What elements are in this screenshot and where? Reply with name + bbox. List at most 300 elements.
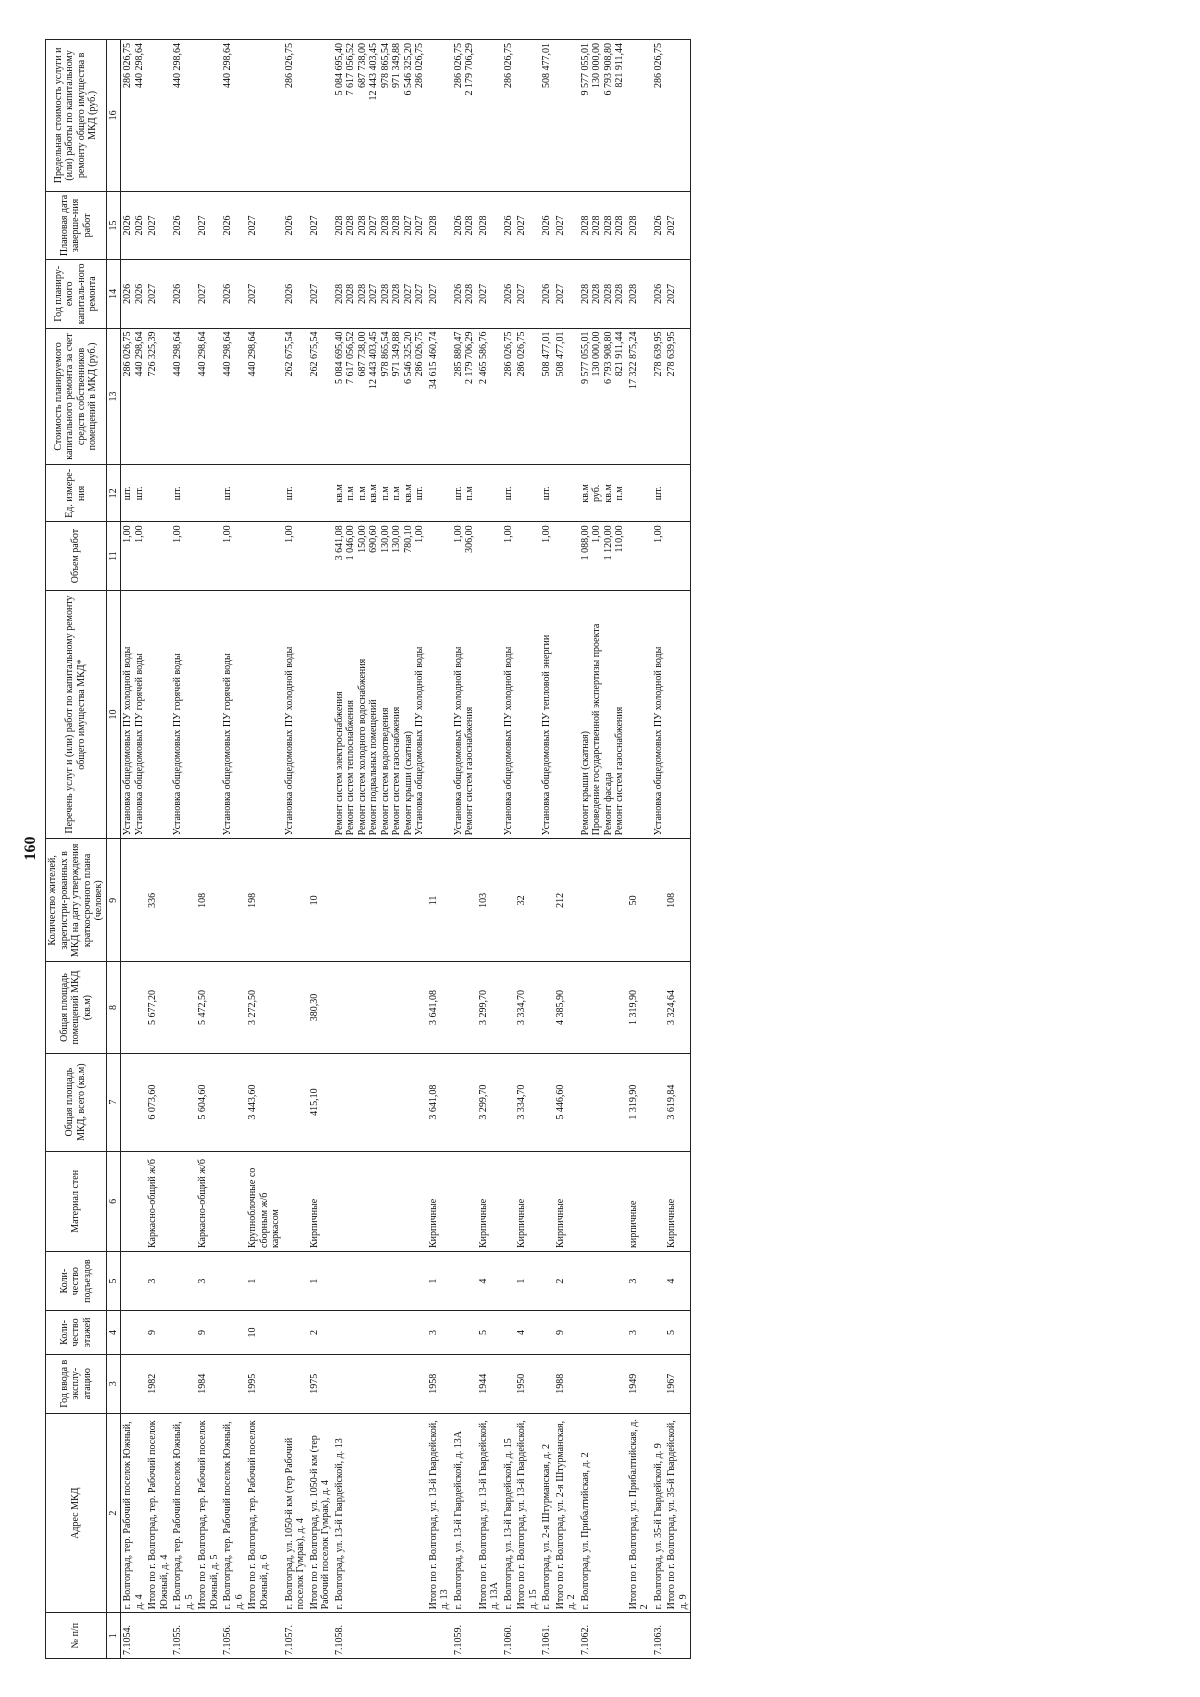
- floors-cell: [652, 1311, 666, 1354]
- volume-cell: [502, 522, 516, 590]
- year-cell: 1950: [515, 1354, 540, 1413]
- planned-date-cell: [477, 191, 502, 259]
- volume-cell-line: 1,00: [133, 525, 145, 543]
- limit-cost-cell: [121, 40, 147, 192]
- volume-cell: [221, 522, 246, 590]
- cost-cell-line: 6 793 908,80: [602, 331, 614, 385]
- planned-date-cell-line: 2027: [402, 215, 414, 236]
- unit-cell-line: шт.: [133, 486, 145, 501]
- volume-cell: [652, 522, 666, 590]
- floors-cell: 10: [246, 1311, 283, 1354]
- premises-area-cell: [652, 962, 666, 1053]
- limit-cost-cell-line: 12 443 403,45: [368, 43, 379, 101]
- column-header: Плановая дата заверше-ния работ: [46, 191, 107, 259]
- table-body: [121, 40, 691, 1659]
- cost-cell: [146, 328, 171, 465]
- planned-date-cell: [333, 191, 427, 259]
- address-cell: Итого по г. Волгоград, ул. 13-й Гвардейской, д. 15: [515, 1413, 540, 1613]
- planned-date-cell-line: 2028: [345, 215, 356, 236]
- planned-date-cell-line: 2027: [147, 215, 158, 236]
- premises-area-cell: [333, 962, 427, 1053]
- cost-cell-line: 278 639,95: [666, 331, 677, 377]
- limit-cost-cell-line: 440 298,64: [222, 43, 233, 88]
- total-area-cell: [652, 1053, 666, 1151]
- residents-cell: 10: [308, 839, 333, 962]
- limit-cost-cell-line: 286 026,75: [502, 43, 514, 88]
- column-header: Объем работ: [46, 522, 107, 590]
- year-cell: 1975: [308, 1354, 333, 1413]
- premises-area-cell: [171, 962, 196, 1053]
- address-cell: Итого по г. Волгоград, ул. 2-я Штурманская, д. 2: [554, 1413, 579, 1613]
- limit-cost-cell: [554, 40, 579, 192]
- repair-year-cell: [221, 260, 246, 328]
- subtotal-row: [515, 40, 540, 1659]
- work-list-cell-line: Ремонт систем теплоснабжения: [345, 700, 356, 836]
- cost-cell-line: 5 084 695,40: [333, 331, 345, 385]
- cost-cell: [554, 328, 579, 465]
- unit-cell: [283, 465, 308, 522]
- column-header: Коли-чество этажей: [46, 1311, 107, 1354]
- repair-year-cell: [171, 260, 196, 328]
- repair-year-cell-line: 2026: [222, 283, 233, 304]
- work-list-cell-line: Установка общедомовых ПУ холодной воды: [414, 646, 425, 836]
- limit-cost-cell: [477, 40, 502, 192]
- floors-cell: 5: [665, 1311, 691, 1354]
- column-number: 9: [106, 839, 121, 962]
- volume-cell-line: 1,00: [122, 525, 133, 543]
- planned-date-cell-line: 2027: [308, 215, 320, 236]
- volume-cell: [308, 522, 333, 590]
- limit-cost-cell-line: 5 084 695,40: [333, 43, 345, 96]
- cost-cell-line: 978 865,54: [379, 331, 391, 377]
- residents-cell: 32: [515, 839, 540, 962]
- repair-year-cell: [121, 260, 147, 328]
- year-cell: [221, 1354, 246, 1413]
- limit-cost-cell-line: 978 865,54: [379, 43, 391, 88]
- unit-cell-line: кв.м: [368, 484, 379, 503]
- house-row: [540, 40, 554, 1659]
- limit-cost-cell-line: 6 546 325,20: [402, 43, 414, 96]
- entrances-cell: 1: [308, 1252, 333, 1311]
- work-list-cell-line: Установка общедомовых ПУ горячей воды: [172, 653, 183, 836]
- row-number-cell: [554, 1613, 579, 1659]
- cost-cell-line: 508 477,01: [554, 331, 566, 377]
- volume-cell-line: 1,00: [222, 525, 233, 543]
- unit-cell: [477, 465, 502, 522]
- limit-cost-cell: [452, 40, 477, 192]
- volume-cell-line: 1,00: [541, 525, 552, 543]
- cost-cell: [540, 328, 554, 465]
- address-cell: г. Волгоград, ул. 1050-й км (тер Рабочий поселок Гумрак), д. 4: [283, 1413, 308, 1613]
- unit-cell: [246, 465, 283, 522]
- row-number-cell: [246, 1613, 283, 1659]
- wall-material-cell: [502, 1151, 516, 1251]
- residents-cell: [221, 839, 246, 962]
- address-cell: Итого по г. Волгоград, ул. Прибалтийская, д. 2: [627, 1413, 652, 1613]
- column-header: Адрес МКД: [46, 1413, 107, 1613]
- cost-cell: [171, 328, 196, 465]
- wall-material-cell: [283, 1151, 308, 1251]
- repair-year-cell-line: 2027: [402, 283, 414, 304]
- year-cell: [121, 1354, 147, 1413]
- unit-cell: [515, 465, 540, 522]
- volume-cell-line: 1,00: [502, 525, 514, 543]
- address-cell: Итого по г. Волгоград, тер. Рабочий поселок Южный, д. 4: [146, 1413, 171, 1613]
- column-number: 7: [106, 1053, 121, 1151]
- volume-cell: [427, 522, 452, 590]
- volume-cell-line: 1,00: [652, 525, 664, 543]
- cost-cell-line: 2 465 586,76: [477, 331, 489, 385]
- limit-cost-cell-line: 687 738,00: [356, 43, 368, 88]
- repair-year-cell: [246, 260, 283, 328]
- cost-cell-line: 286 026,75: [516, 331, 527, 377]
- column-number: 3: [106, 1354, 121, 1413]
- year-cell: [333, 1354, 427, 1413]
- repair-year-cell-line: 2028: [591, 283, 602, 304]
- floors-cell: 9: [196, 1311, 221, 1354]
- cost-cell: [652, 328, 666, 465]
- year-cell: 1949: [627, 1354, 652, 1413]
- entrances-cell: [333, 1252, 427, 1311]
- column-number: 8: [106, 962, 121, 1053]
- limit-cost-cell-line: 9 577 055,01: [579, 43, 591, 96]
- work-list-cell-line: Ремонт систем электроснабжения: [333, 691, 345, 836]
- planned-date-cell: [308, 191, 333, 259]
- planned-date-cell-line: 2026: [222, 215, 233, 236]
- entrances-cell: 2: [554, 1252, 579, 1311]
- floors-cell: 9: [554, 1311, 579, 1354]
- limit-cost-cell: [515, 40, 540, 192]
- limit-cost-cell-line: 971 349,88: [391, 43, 402, 88]
- column-header: Общая площадь МКД, всего (кв.м): [46, 1053, 107, 1151]
- column-number: 2: [106, 1413, 121, 1613]
- house-row: [171, 40, 196, 1659]
- address-cell: г. Волгоград, ул. 13-й Гвардейской, д. 13: [333, 1413, 427, 1613]
- cost-cell-line: 262 675,54: [283, 331, 295, 377]
- cost-cell: [627, 328, 652, 465]
- floors-cell: 2: [308, 1311, 333, 1354]
- cost-cell: [515, 328, 540, 465]
- wall-material-cell: кирпичные: [627, 1151, 652, 1251]
- limit-cost-cell: [283, 40, 308, 192]
- work-list-cell-line: Установка общедомовых ПУ холодной воды: [122, 646, 133, 836]
- cost-cell-line: 440 298,64: [133, 331, 145, 377]
- unit-cell-line: п.м: [464, 486, 475, 501]
- repair-year-cell-line: 2026: [652, 283, 664, 304]
- volume-cell: [540, 522, 554, 590]
- entrances-cell: 4: [477, 1252, 502, 1311]
- volume-cell: [665, 522, 691, 590]
- volume-cell-line: 1,00: [172, 525, 183, 543]
- work-list-cell: [579, 590, 627, 839]
- limit-cost-cell-line: 7 617 056,52: [345, 43, 356, 96]
- repair-year-cell-line: 2026: [283, 283, 295, 304]
- premises-area-cell: [221, 962, 246, 1053]
- premises-area-cell: 3 299,70: [477, 962, 502, 1053]
- work-list-cell-line: Установка общедомовых ПУ тепловой энергии: [541, 634, 552, 836]
- unit-cell: [502, 465, 516, 522]
- house-row: [283, 40, 308, 1659]
- volume-cell-line: 1 046,00: [345, 525, 356, 561]
- house-row: [652, 40, 666, 1659]
- floors-cell: 5: [477, 1311, 502, 1354]
- planned-date-cell: [427, 191, 452, 259]
- unit-cell-line: шт.: [172, 486, 183, 501]
- unit-cell-line: кв.м: [579, 484, 591, 503]
- unit-cell: [333, 465, 427, 522]
- subtotal-row: [308, 40, 333, 1659]
- repair-year-cell: [283, 260, 308, 328]
- work-list-cell-line: Ремонт систем холодного водоснабжения: [356, 658, 368, 836]
- repair-year-cell-line: 2026: [172, 283, 183, 304]
- work-list-cell: [171, 590, 196, 839]
- address-cell: Итого по г. Волгоград, ул. 1050-й км (тер Рабочий поселок Гумрак), д. 4: [308, 1413, 333, 1613]
- unit-cell: [308, 465, 333, 522]
- column-number: 4: [106, 1311, 121, 1354]
- limit-cost-cell-line: 6 793 908,80: [602, 43, 614, 96]
- repair-year-cell-line: 2026: [133, 283, 145, 304]
- premises-area-cell: 4 385,90: [554, 962, 579, 1053]
- repair-year-cell: [652, 260, 666, 328]
- row-number-cell: [627, 1613, 652, 1659]
- limit-cost-cell-line: 130 000,00: [591, 43, 602, 88]
- subtotal-row: [196, 40, 221, 1659]
- repair-year-cell: [627, 260, 652, 328]
- year-cell: 1984: [196, 1354, 221, 1413]
- work-list-cell-line: Установка общедомовых ПУ холодной воды: [652, 646, 664, 836]
- repair-year-cell-line: 2027: [554, 283, 566, 304]
- limit-cost-cell: [171, 40, 196, 192]
- cost-cell: [665, 328, 691, 465]
- residents-cell: [540, 839, 554, 962]
- subtotal-row: [246, 40, 283, 1659]
- planned-date-cell: [665, 191, 691, 259]
- planned-date-cell-line: 2028: [391, 215, 402, 236]
- unit-cell: [146, 465, 171, 522]
- work-list-cell-line: Ремонт крыши (скатная): [402, 731, 414, 836]
- address-cell: г. Волгоград, ул. 35-й Гвардейской, д. 9: [652, 1413, 666, 1613]
- repair-year-cell-line: 2028: [391, 283, 402, 304]
- repair-year-cell: [196, 260, 221, 328]
- year-cell: 1995: [246, 1354, 283, 1413]
- residents-cell: [652, 839, 666, 962]
- premises-area-cell: [452, 962, 477, 1053]
- row-number-cell: [427, 1613, 452, 1659]
- work-list-cell-line: Установка общедомовых ПУ горячей воды: [133, 653, 145, 836]
- work-list-cell: [554, 590, 579, 839]
- entrances-cell: [171, 1252, 196, 1311]
- volume-cell: [515, 522, 540, 590]
- house-row: [452, 40, 477, 1659]
- total-area-cell: 3 619,84: [665, 1053, 691, 1151]
- planned-date-cell-line: 2026: [283, 215, 295, 236]
- total-area-cell: [221, 1053, 246, 1151]
- cost-cell-line: 440 298,64: [247, 331, 258, 377]
- floors-cell: [452, 1311, 477, 1354]
- cost-cell-line: 286 026,75: [414, 331, 425, 377]
- planned-date-cell-line: 2026: [652, 215, 664, 236]
- residents-cell: [121, 839, 147, 962]
- cost-cell: [502, 328, 516, 465]
- entrances-cell: [502, 1252, 516, 1311]
- residents-cell: [333, 839, 427, 962]
- planned-date-cell-line: 2028: [427, 215, 439, 236]
- premises-area-cell: 1 319,90: [627, 962, 652, 1053]
- volume-cell-line: 1,00: [452, 525, 464, 543]
- cost-cell: [246, 328, 283, 465]
- unit-cell: [221, 465, 246, 522]
- year-cell: 1958: [427, 1354, 452, 1413]
- column-number: 6: [106, 1151, 121, 1251]
- planned-date-cell: [579, 191, 627, 259]
- limit-cost-cell-line: 440 298,64: [133, 43, 145, 88]
- work-list-cell: [515, 590, 540, 839]
- year-cell: [283, 1354, 308, 1413]
- column-header: Количество жителей, зарегистри-рованных в МКД на дату утверждения краткосрочного плана (человек): [46, 839, 107, 962]
- year-cell: [540, 1354, 554, 1413]
- cost-cell-line: 440 298,64: [197, 331, 208, 377]
- floors-cell: [221, 1311, 246, 1354]
- volume-cell-line: 1,00: [414, 525, 425, 543]
- residents-cell: [452, 839, 477, 962]
- planned-date-cell: [196, 191, 221, 259]
- total-area-cell: [540, 1053, 554, 1151]
- repair-year-cell-line: 2028: [579, 283, 591, 304]
- planned-date-cell: [627, 191, 652, 259]
- volume-cell-line: 1 088,00: [579, 525, 591, 561]
- cost-cell: [221, 328, 246, 465]
- floors-cell: [333, 1311, 427, 1354]
- wall-material-cell: [540, 1151, 554, 1251]
- volume-cell: [121, 522, 147, 590]
- limit-cost-cell-line: 286 026,75: [414, 43, 425, 88]
- work-list-cell: [627, 590, 652, 839]
- floors-cell: 3: [627, 1311, 652, 1354]
- premises-area-cell: 380,30: [308, 962, 333, 1053]
- subtotal-row: [146, 40, 171, 1659]
- work-list-cell: [427, 590, 452, 839]
- planned-date-cell: [540, 191, 554, 259]
- row-number-cell: [515, 1613, 540, 1659]
- year-cell: [652, 1354, 666, 1413]
- volume-cell-line: 3 641,08: [333, 525, 345, 561]
- volume-cell: [171, 522, 196, 590]
- volume-cell: [283, 522, 308, 590]
- limit-cost-cell: [246, 40, 283, 192]
- wall-material-cell: Кирпичные: [427, 1151, 452, 1251]
- volume-cell-line: 130,00: [379, 525, 391, 553]
- column-number: 11: [106, 522, 121, 590]
- repair-year-cell: [146, 260, 171, 328]
- cost-cell-line: 971 349,88: [391, 331, 402, 377]
- repair-year-cell: [477, 260, 502, 328]
- wall-material-cell: Каркасно-общий ж/б: [196, 1151, 221, 1251]
- limit-cost-cell: [333, 40, 427, 192]
- row-number-cell: 7.1060.: [502, 1613, 516, 1659]
- column-header: Стоимость планируемого капитального ремонта за счет средств собственников помещений в МКД (руб.): [46, 328, 107, 465]
- residents-cell: 108: [665, 839, 691, 962]
- wall-material-cell: Крупноблочные со сборным ж/б каркасом: [246, 1151, 283, 1251]
- capital-repair-table: [45, 39, 691, 1659]
- column-header: Общая площадь помещений МКД (кв.м): [46, 962, 107, 1053]
- work-list-cell: [121, 590, 147, 839]
- cost-cell: [477, 328, 502, 465]
- volume-cell-line: 1,00: [591, 525, 602, 543]
- cost-cell-line: 9 577 055,01: [579, 331, 591, 385]
- repair-year-cell-line: 2026: [452, 283, 464, 304]
- column-number: 13: [106, 328, 121, 465]
- work-list-cell-line: Установка общедомовых ПУ горячей воды: [222, 653, 233, 836]
- address-cell: Итого по г. Волгоград, тер. Рабочий поселок Южный, д. 5: [196, 1413, 221, 1613]
- wall-material-cell: [121, 1151, 147, 1251]
- residents-cell: [502, 839, 516, 962]
- planned-date-cell: [554, 191, 579, 259]
- row-number-cell: 7.1059.: [452, 1613, 477, 1659]
- column-number: 10: [106, 590, 121, 839]
- entrances-cell: 1: [427, 1252, 452, 1311]
- total-area-cell: [452, 1053, 477, 1151]
- work-list-cell-line: Ремонт систем водоотведения: [379, 707, 391, 836]
- work-list-cell-line: Ремонт систем газоснабжения: [391, 706, 402, 836]
- residents-cell: [579, 839, 627, 962]
- planned-date-cell: [221, 191, 246, 259]
- repair-year-cell-line: 2027: [516, 283, 527, 304]
- repair-year-cell: [452, 260, 477, 328]
- cost-cell-line: 278 639,95: [652, 331, 664, 377]
- address-cell: Итого по г. Волгоград, ул. 35-й Гвардейской, д. 9: [665, 1413, 691, 1613]
- work-list-cell-line: Ремонт крыши (скатная): [579, 731, 591, 836]
- cost-cell-line: 2 179 706,29: [464, 331, 475, 385]
- column-header: Перечень услуг и (или) работ по капитальному ремонту общего имущества МКД*: [46, 590, 107, 839]
- row-number-cell: 7.1061.: [540, 1613, 554, 1659]
- house-row: [579, 40, 627, 1659]
- repair-year-cell-line: 2027: [477, 283, 489, 304]
- unit-cell-line: руб.: [591, 484, 602, 503]
- premises-area-cell: 5 472,50: [196, 962, 221, 1053]
- cost-cell-line: 440 298,64: [172, 331, 183, 377]
- planned-date-cell-line: 2028: [464, 215, 475, 236]
- entrances-cell: [540, 1252, 554, 1311]
- year-cell: 1988: [554, 1354, 579, 1413]
- floors-cell: [171, 1311, 196, 1354]
- row-number-cell: 7.1054.: [121, 1613, 147, 1659]
- cost-cell: [196, 328, 221, 465]
- subtotal-row: [477, 40, 502, 1659]
- unit-cell-line: кв.м: [333, 484, 345, 503]
- entrances-cell: 3: [627, 1252, 652, 1311]
- entrances-cell: 4: [665, 1252, 691, 1311]
- entrances-cell: [652, 1252, 666, 1311]
- planned-date-cell-line: 2028: [379, 215, 391, 236]
- volume-cell: [579, 522, 627, 590]
- planned-date-cell: [146, 191, 171, 259]
- row-number-cell: [308, 1613, 333, 1659]
- cost-cell: [283, 328, 308, 465]
- repair-year-cell: [427, 260, 452, 328]
- total-area-cell: 3 299,70: [477, 1053, 502, 1151]
- unit-cell-line: шт.: [222, 486, 233, 501]
- planned-date-cell-line: 2028: [333, 215, 345, 236]
- repair-year-cell-line: 2027: [147, 283, 158, 304]
- column-number: 5: [106, 1252, 121, 1311]
- unit-cell-line: шт.: [541, 486, 552, 501]
- residents-cell: 198: [246, 839, 283, 962]
- limit-cost-cell: [308, 40, 333, 192]
- planned-date-cell-line: 2027: [554, 215, 566, 236]
- limit-cost-cell: [196, 40, 221, 192]
- work-list-cell: [196, 590, 221, 839]
- cost-cell: [427, 328, 452, 465]
